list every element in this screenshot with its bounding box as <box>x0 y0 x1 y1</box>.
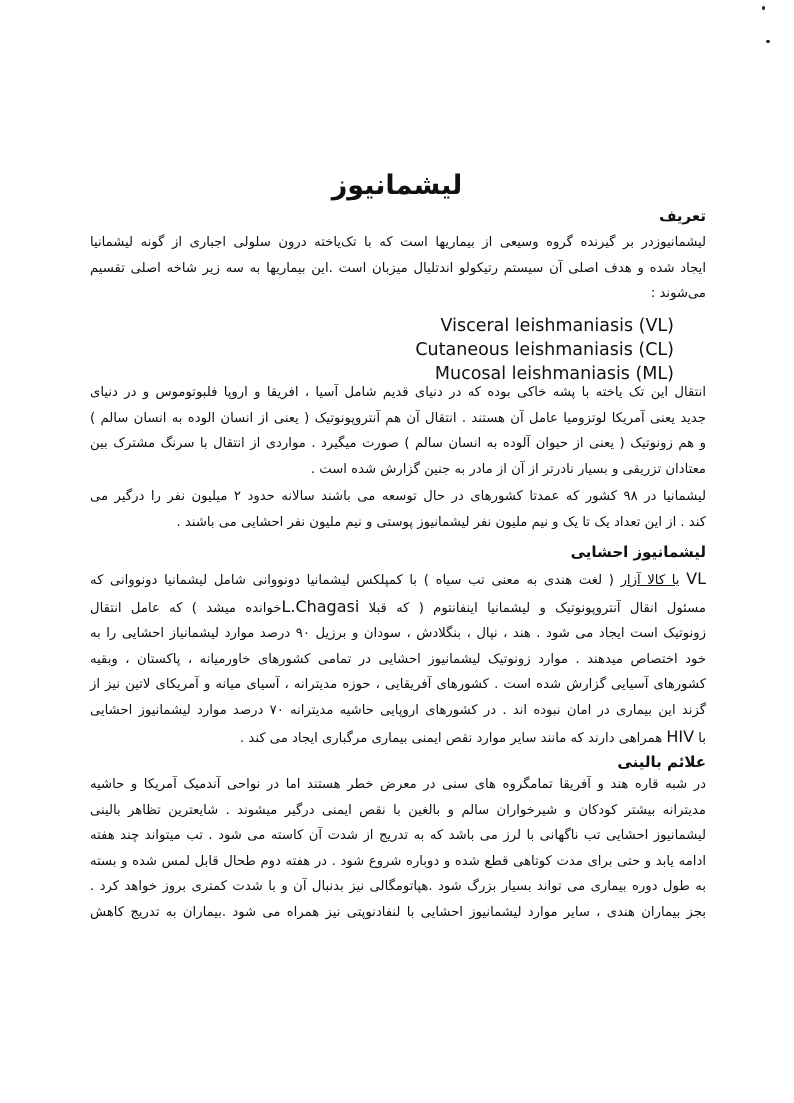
latin-term: L.Chagasi <box>281 596 360 616</box>
visceral-heading: لیشمانیوز احشایی <box>570 543 706 561</box>
type-cutaneous: Cutaneous leishmaniasis (CL) <box>415 340 674 360</box>
text-line: لیشمانیوز احشایی تب ناگهانی با لرز می باشد که به تدریج از شدت آن کاسته می شود . تب میتواند چند هفته <box>90 828 706 844</box>
text-line: می‌شوند : <box>650 286 706 302</box>
transmission-paragraph <box>90 380 706 482</box>
text-span: همراهی دارند که مانند سایر موارد نقص ایمنی بیماری مرگباری ایجاد می کند . <box>240 730 663 746</box>
leishmaniasis-types <box>415 314 674 386</box>
text-line <box>90 724 706 752</box>
text-line: بجز بیماران هندی ، سایر موارد لیشمانیوز احشایی با لنفادنوپتی نیز همراه می شود .بیماران به تدریج کاهش <box>90 904 706 920</box>
text-line: و هم زونوتیک ( یعنی از حیوان آلوده به انسان سالم ) صورت میگیرد . مواردی از انتقال با سرنگ مشترک بین <box>90 436 706 452</box>
latin-term: HIV <box>666 726 695 746</box>
text-line: جدید یعنی آمریکا لوتزومیا عامل آن هستند . انتقال آن هم آنتروپونوتیک ( یعنی از انسان الوده به انسان سالم ) <box>90 410 706 426</box>
text-span: مسئول انقال آنتروپونوتیک و لیشمانیا اینفانتوم ( که قبلا <box>368 600 706 616</box>
page-title: لیشمانیوز <box>331 170 463 201</box>
clinical-paragraph <box>90 772 706 926</box>
text-line: ادامه یابد و حتی برای مدت کوتاهی قطع شده و دوباره شروع شود . در هفته دوم طحال قابل لمس شده و بسته <box>90 853 706 869</box>
definition-heading: تعریف <box>659 207 706 225</box>
text-line: ایجاد شده و هدف اصلی آن سیستم رتیکولو اندتلیال میزبان است .این بیماریها به سه زیر شاخه اصلی تقسیم <box>90 260 706 276</box>
text-line: خود اختصاص میدهند . موارد زونوتیک لیشمانیوز احشایی در تمامی کشورهای خاورمیانه ، پاکستان ، وبقیه <box>90 651 706 667</box>
text-line <box>90 594 706 622</box>
type-visceral: Visceral leishmaniasis (VL) <box>440 316 674 336</box>
scan-speck <box>766 40 770 43</box>
kala-azar-term: یا کالا آزار <box>620 573 680 588</box>
clinical-heading: علائم بالینی <box>617 753 706 771</box>
epidemiology-paragraph <box>90 484 706 535</box>
type-mucosal: Mucosal leishmaniasis (ML) <box>434 364 674 384</box>
text-line: لیشمانیا در ۹۸ کشور که عمدتا کشورهای در حال توسعه می باشند سالانه حدود ۲ میلیون نفر را درگیر می <box>90 489 707 504</box>
text-line: انتقال این تک یاخته با پشه خاکی بوده که در دنیای قدیم شامل آسیا ، افریقا و اروپا فلبوتوموس و در دنیای <box>90 385 706 400</box>
text-line: کشورهای آسیایی گزارش شده است . کشورهای آفریقایی ، حوزه مدیترانه ، آسیای میانه و آمریکای لاتین نیز از <box>90 677 706 693</box>
text-line: کند . از این تعداد یک تا یک و نیم ملیون نفر لیشمانیوز پوستی و نیم ملیون نفر احشایی می باشند . <box>176 514 706 530</box>
visceral-paragraph <box>90 566 706 751</box>
abbr-vl: VL <box>686 569 706 588</box>
definition-intro <box>90 230 706 307</box>
text-span: خوانده میشد ) که عامل انتقال <box>90 600 282 616</box>
text-line: زونوتیک است ایجاد می شود . هند ، نپال ، بنگلادش ، سودان و برزیل ۹۰ درصد موارد لیشمانیاز احشایی را به <box>90 626 706 642</box>
text-line: به طول دوره بیماری می تواند بسیار بزرگ شود .هپاتومگالی نیز بدنبال آن و با شدت کمتری بروز خواهد کرد . <box>90 879 706 895</box>
text-line: لیشمانیوزدر بر گیرنده گروه وسیعی از بیماریها است که با تک‌یاخته درون سلولی اجباری از گونه لیشمانیا <box>90 235 706 250</box>
text-line: در شبه قاره هند و آفریقا تمامگروه های سنی در معرض خطر هستند اما در نواحی آندمیک آمریکا و حاشیه <box>90 777 706 792</box>
text-line: معتادان تزریقی و بسیار نادرتر از آن از مادر به جنین گزارش شده است . <box>310 461 706 477</box>
text-span: ( لغت هندی به معنی تب سیاه ) با کمپلکس لیشمانیا دونووانی شامل لیشمانیا دونووانی که <box>90 573 614 588</box>
scan-speck <box>762 6 765 10</box>
text-span: با <box>698 730 706 746</box>
text-line: گزند این بیماری در امان نبوده اند . در کشورهای اروپایی حاشیه مدیترانه ۷۰ درصد موارد لیشمانیوز احشایی <box>90 702 706 718</box>
text-line: مدیترانه بیشتر کودکان و شیرخواران سالم و بالغین با نقص ایمنی درگیر میشوند . شایعترین تظاهر بالینی <box>90 802 706 818</box>
text-line <box>90 566 706 594</box>
